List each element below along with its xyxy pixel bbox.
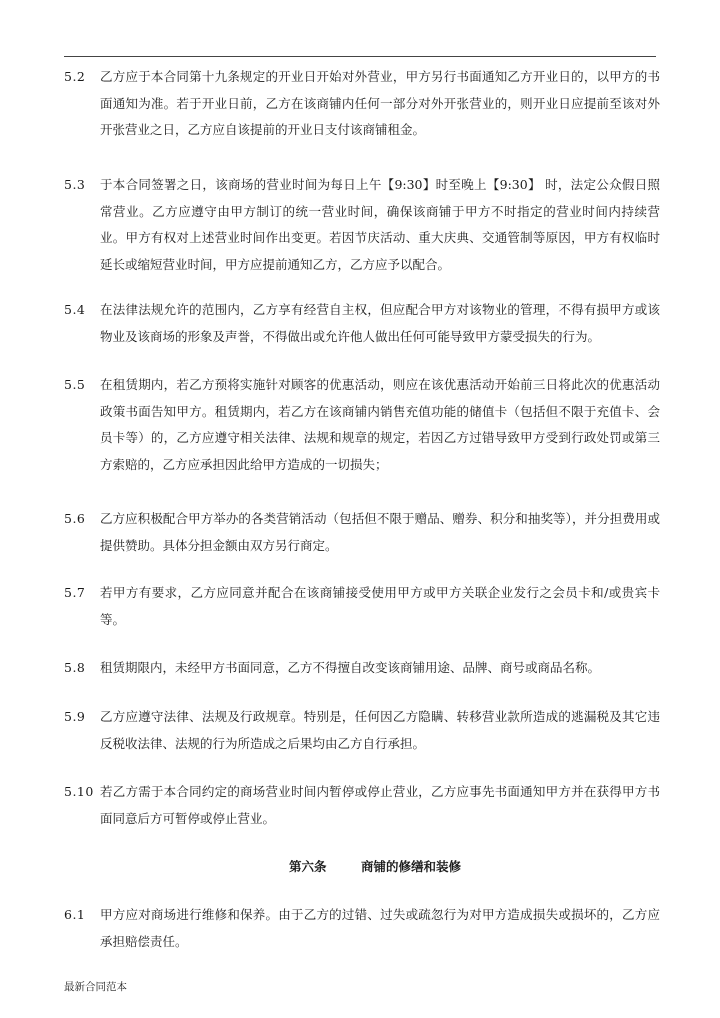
clause-text: 若乙方需于本合同约定的商场营业时间内暂停或停止营业，乙方应事先书面通知甲方并在获得甲方书面同意后方可暂停或停止营业。 [100,784,660,826]
header-rule [64,56,656,57]
clause-number: 5.5 [64,377,86,392]
clause-5-3 [64,172,664,278]
page-footer: 最新合同范本 [64,981,127,993]
clause-5-5 [64,372,664,478]
clause-number: 5.2 [64,69,86,84]
clause-5-4 [64,297,664,350]
clause-text: 乙方应积极配合甲方举办的各类营销活动（包括但不限于赠品、赠券、积分和抽奖等），并分担费用或提供赞助。具体分担金额由双方另行商定。 [100,511,660,553]
clause-number: 5.10 [64,784,94,799]
clause-5-10 [64,779,664,832]
clause-number: 5.7 [64,585,86,600]
clause-text: 在法律法规允许的范围内，乙方享有经营自主权，但应配合甲方对该物业的管理，不得有损甲方或该物业及该商场的形象及声誉，不得做出或允许他人做出任何可能导致甲方蒙受损失的行为。 [100,302,660,344]
clause-5-7 [64,580,664,633]
clause-text: 在租赁期内，若乙方预将实施针对顾客的优惠活动，则应在该优惠活动开始前三日将此次的优惠活动政策书面告知甲方。租赁期内，若乙方在该商铺内销售充值功能的储值卡（包括但不限于充值卡、会员卡等）的，乙方应遵守相关法律、法规和规章的规定，若因乙方过错导致甲方受到行政处罚或第三方索赔的，乙方应承担因此给甲方造成的一切损失； [100,377,660,472]
clause-number: 5.3 [64,177,86,192]
section-number: 第六条 [289,859,327,874]
clause-number: 5.8 [64,660,86,675]
clause-text: 若甲方有要求，乙方应同意并配合在该商铺接受使用甲方或甲方关联企业发行之会员卡和/或贵宾卡等。 [100,585,660,627]
clause-text: 乙方应遵守法律、法规及行政规章。特别是，任何因乙方隐瞒、转移营业款所造成的逃漏税及其它违反税收法律、法规的行为所造成之后果均由乙方自行承担。 [100,709,660,751]
clause-number: 5.6 [64,511,86,526]
clause-text: 甲方应对商场进行维修和保养。由于乙方的过错、过失或疏忽行为对甲方造成损失或损坏的，乙方应承担赔偿责任。 [100,907,660,949]
clause-text: 乙方应于本合同第十九条规定的开业日开始对外营业，甲方另行书面通知乙方开业日的，以甲方的书面通知为准。若于开业日前，乙方在该商铺内任何一部分对外开张营业的，则开业日应提前至该对外开张营业之日，乙方应自该提前的开业日支付该商铺租金。 [100,69,660,137]
clause-5-9 [64,704,664,757]
clause-5-8 [64,655,664,682]
clause-number: 5.4 [64,302,86,317]
clause-text: 租赁期限内，未经甲方书面同意，乙方不得擅自改变该商铺用途、品牌、商号或商品名称。 [100,660,601,675]
clause-number: 5.9 [64,709,86,724]
clause-6-1 [64,902,664,955]
clause-5-2 [64,64,664,144]
clause-text: 于本合同签署之日，该商场的营业时间为每日上午【9:30】时至晚上【9:30】 时，法定公众假日照常营业。乙方应遵守由甲方制订的统一营业时间，确保该商铺于甲方不时指定的营业时间内持续营业。甲方有权对上述营业时间作出变更。若因节庆活动、重大庆典、交通管制等原因，甲方有权临时延长或缩短营业时间，甲方应提前通知乙方，乙方应予以配合。 [100,177,660,272]
section-title: 商铺的修缮和装修 [361,859,462,874]
clause-5-6 [64,506,664,559]
clause-number: 6.1 [64,907,86,922]
